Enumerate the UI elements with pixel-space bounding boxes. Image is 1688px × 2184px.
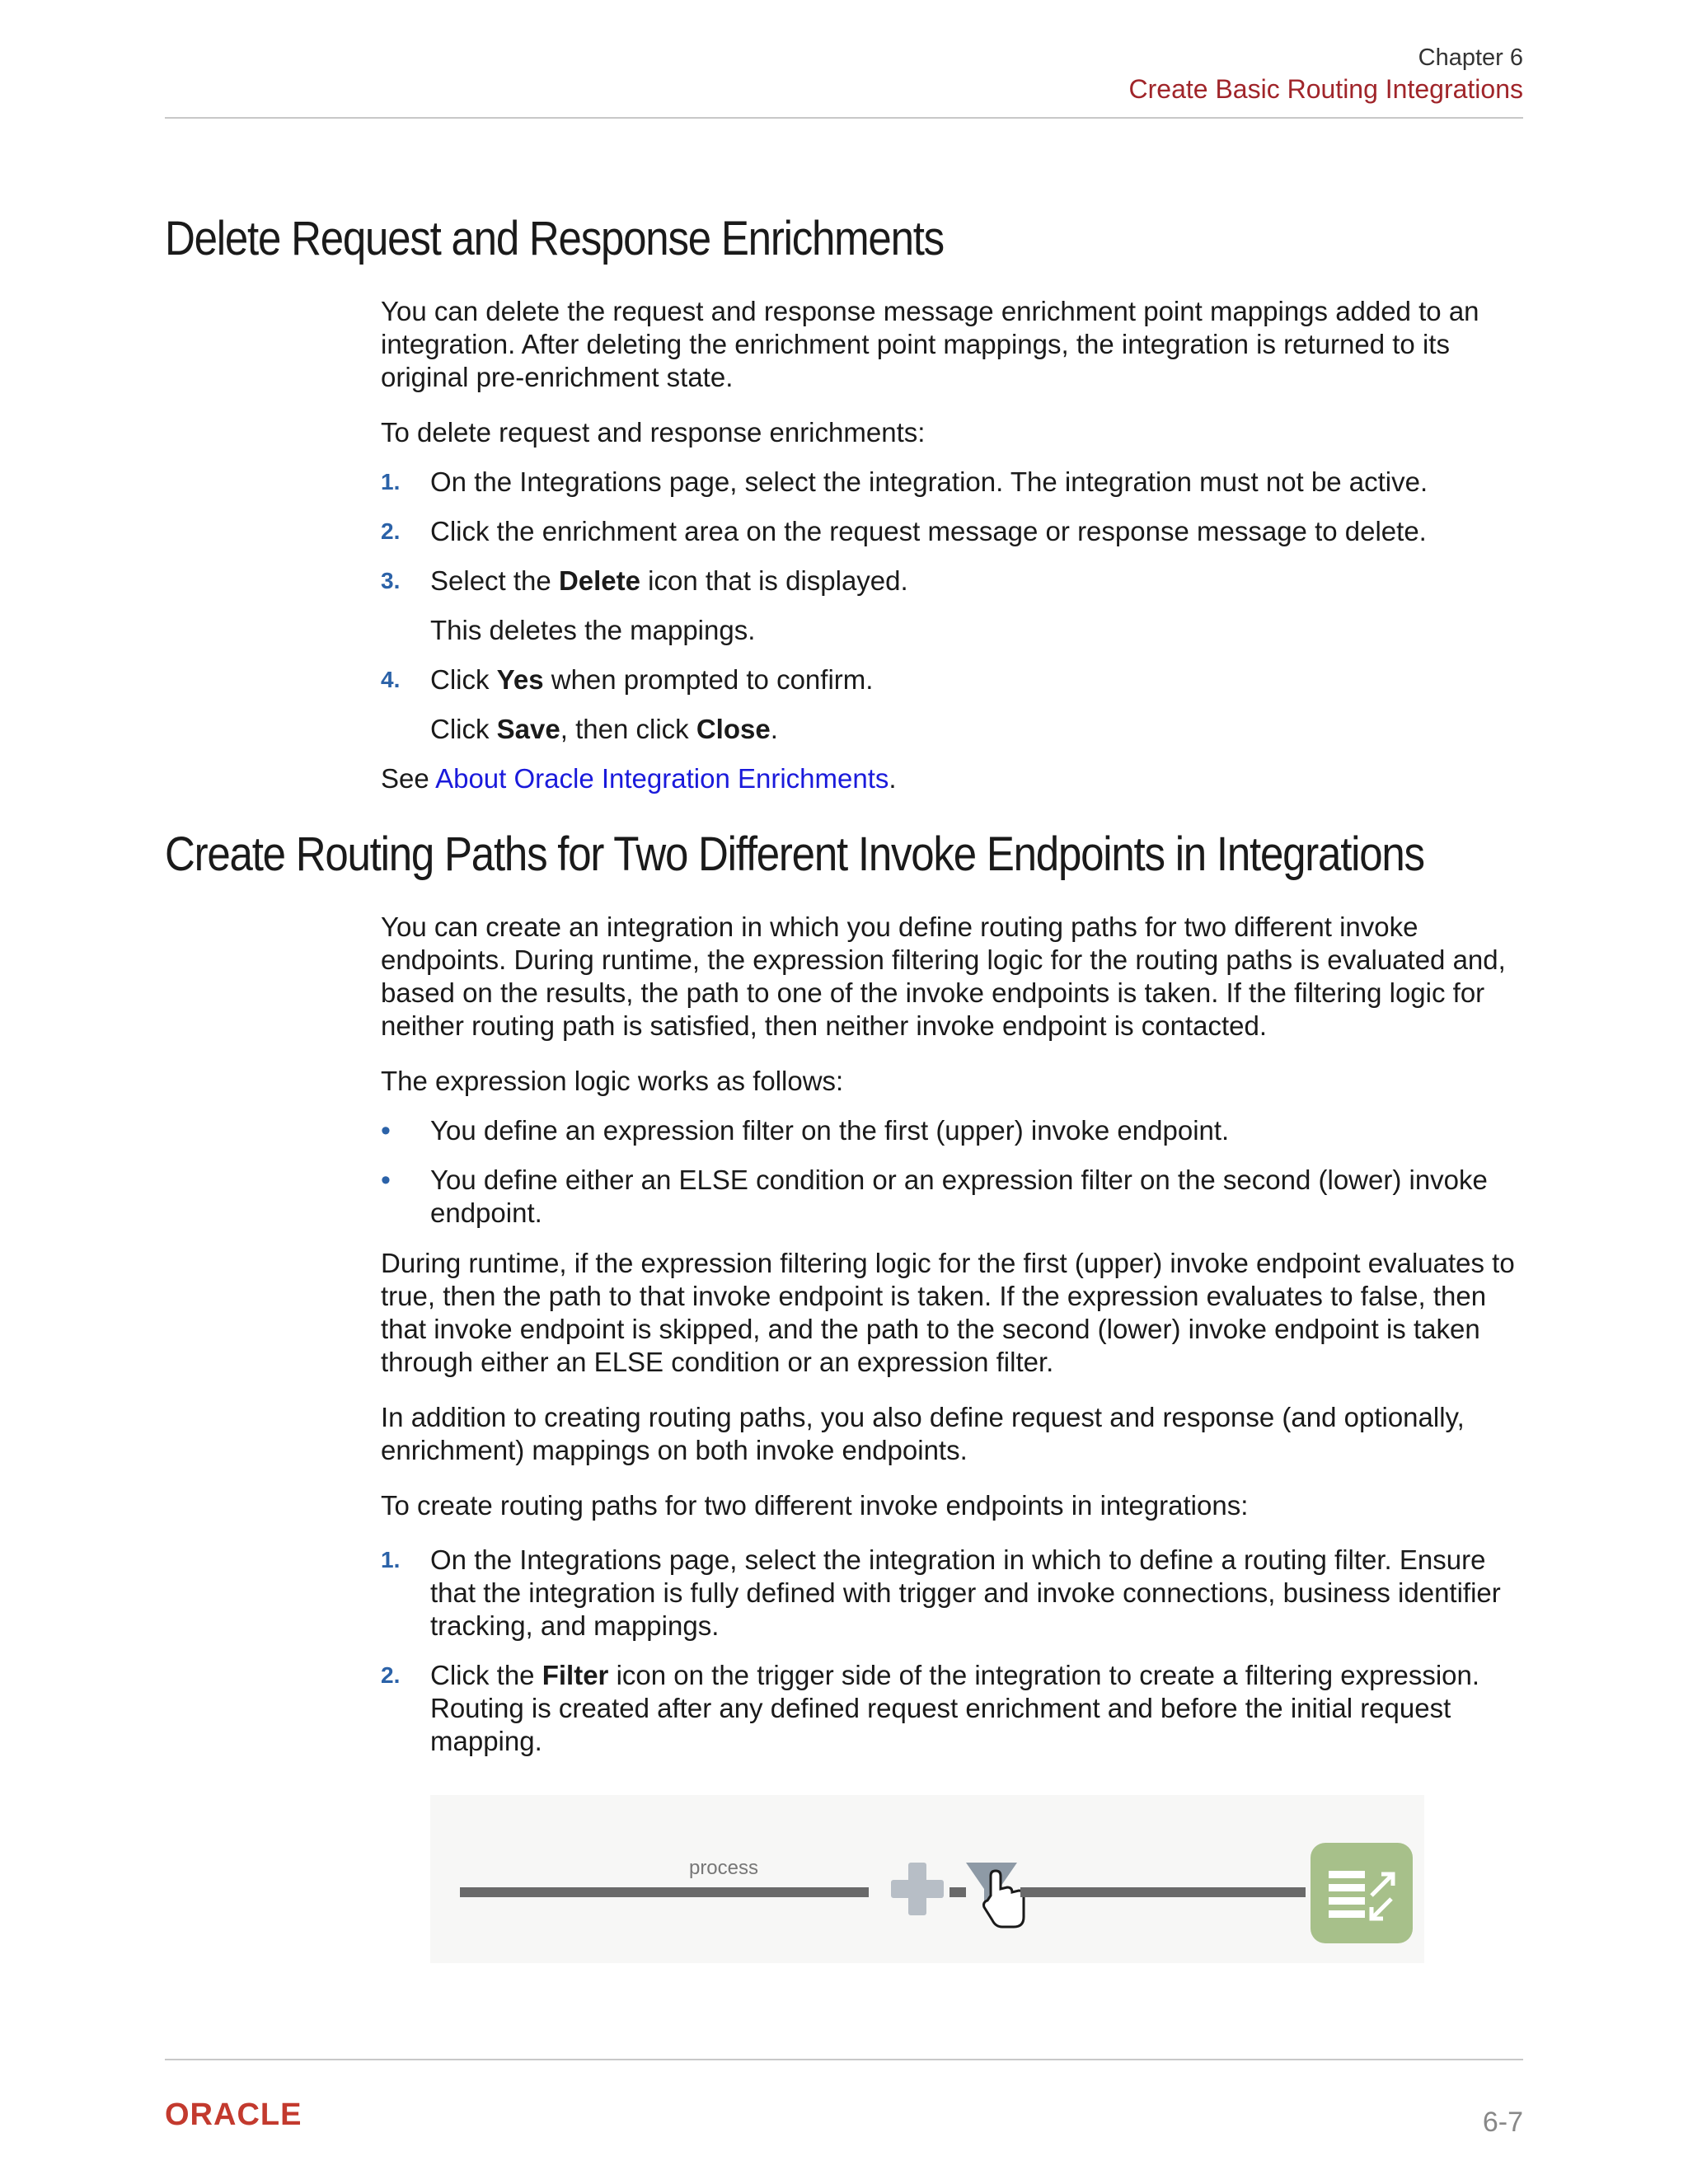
paragraph: In addition to creating routing paths, you also define request and response (and optionally, enrichment) mappings on both invoke endpoints. bbox=[381, 1402, 1465, 1465]
list-item bbox=[381, 515, 1526, 548]
list-item bbox=[381, 565, 1526, 598]
step-text: On the Integrations page, select the integration. The integration must not be active. bbox=[430, 466, 1428, 497]
connector-line bbox=[1020, 1887, 1306, 1897]
see-also: See About Oracle Integration Enrichments. bbox=[381, 763, 897, 794]
paragraph: To delete request and response enrichments: bbox=[381, 417, 926, 448]
oracle-logo bbox=[165, 2099, 346, 2133]
integration-canvas bbox=[430, 1795, 1424, 1963]
enrichments-link[interactable]: About Oracle Integration Enrichments bbox=[435, 763, 889, 794]
connector-line bbox=[460, 1887, 869, 1897]
footer-rule bbox=[165, 2059, 1523, 2060]
step-text: Click the enrichment area on the request message or response message to delete. bbox=[430, 516, 1427, 546]
step-number: 2. bbox=[381, 1662, 401, 1688]
plus-icon[interactable] bbox=[891, 1863, 944, 1915]
step-text: Click Yes when prompted to confirm. bbox=[430, 664, 874, 695]
list-item bbox=[381, 466, 1526, 499]
step-number: 3. bbox=[381, 568, 401, 593]
bullet-text: You define either an ELSE condition or an expression filter on the second (lower) invoke endpoint. bbox=[430, 1165, 1488, 1228]
list-item bbox=[381, 663, 1526, 696]
step-number: 1. bbox=[381, 469, 401, 494]
process-label: process bbox=[688, 1857, 759, 1879]
list-item bbox=[381, 1544, 1526, 1643]
header-rule bbox=[165, 117, 1523, 119]
step-note: This deletes the mappings. bbox=[430, 615, 756, 645]
paragraph: To create routing paths for two different invoke endpoints in integrations: bbox=[381, 1490, 1249, 1521]
paragraph: You can delete the request and response message enrichment point mappings added to an integration. After deleting the enrichment point mappings, the integration is returned to its original pre-enrichment state. bbox=[381, 296, 1479, 392]
list-item bbox=[381, 1659, 1526, 1758]
step-text: On the Integrations page, select the integration in which to define a routing filter. Ensure that the integration is fully defined with trigger and invoke connections, business identifier tracking, and mappings. bbox=[430, 1544, 1501, 1641]
step-number: 1. bbox=[381, 1547, 401, 1572]
paragraph: You can create an integration in which you define routing paths for two different invoke endpoints. During runtime, the expression filtering logic for the routing paths is evaluated and, based on the results, the path to one of the invoke endpoints is taken. If the filtering logic for neither routing path is satisfied, then neither invoke endpoint is contacted. bbox=[381, 912, 1506, 1041]
running-header bbox=[165, 43, 1523, 105]
list-item bbox=[381, 1114, 1526, 1147]
step-text: Click the Filter icon on the trigger side of the integration to create a filtering expression. Routing is created after any defined request enrichment and before the initial request mapping. bbox=[430, 1660, 1480, 1756]
chapter-number: Chapter 6 bbox=[1418, 45, 1523, 71]
svg-text:ORACLE: ORACLE bbox=[165, 2099, 302, 2129]
paragraph: The expression logic works as follows: bbox=[381, 1066, 844, 1096]
map-icon[interactable] bbox=[1311, 1843, 1413, 1943]
step-text: Select the Delete icon that is displayed. bbox=[430, 565, 908, 596]
chapter-title: Create Basic Routing Integrations bbox=[1128, 74, 1523, 104]
page-number: 6-7 bbox=[1482, 2107, 1523, 2138]
step-note: Click Save, then click Close. bbox=[430, 714, 778, 744]
integration-figure bbox=[430, 1795, 1424, 1963]
paragraph: During runtime, if the expression filtering logic for the first (upper) invoke endpoint evaluates to true, then the path to that invoke endpoint is taken. If the expression evaluates to false, then that invoke endpoint is skipped, and the path to the second (lower) invoke endpoint is taken through either an ELSE condition or an expression filter. bbox=[381, 1248, 1515, 1377]
list-item bbox=[381, 1164, 1526, 1230]
section-heading: Delete Request and Response Enrichments bbox=[165, 212, 944, 265]
oracle-logo-mark bbox=[165, 2099, 346, 2129]
step-number: 2. bbox=[381, 518, 401, 544]
section-heading: Create Routing Paths for Two Different Invoke Endpoints in Integrations bbox=[165, 827, 1424, 881]
step-number: 4. bbox=[381, 667, 401, 692]
bullet: • bbox=[381, 1115, 391, 1146]
connector-dash bbox=[950, 1887, 966, 1897]
bullet-text: You define an expression filter on the first (upper) invoke endpoint. bbox=[430, 1115, 1230, 1146]
bullet: • bbox=[381, 1165, 391, 1196]
